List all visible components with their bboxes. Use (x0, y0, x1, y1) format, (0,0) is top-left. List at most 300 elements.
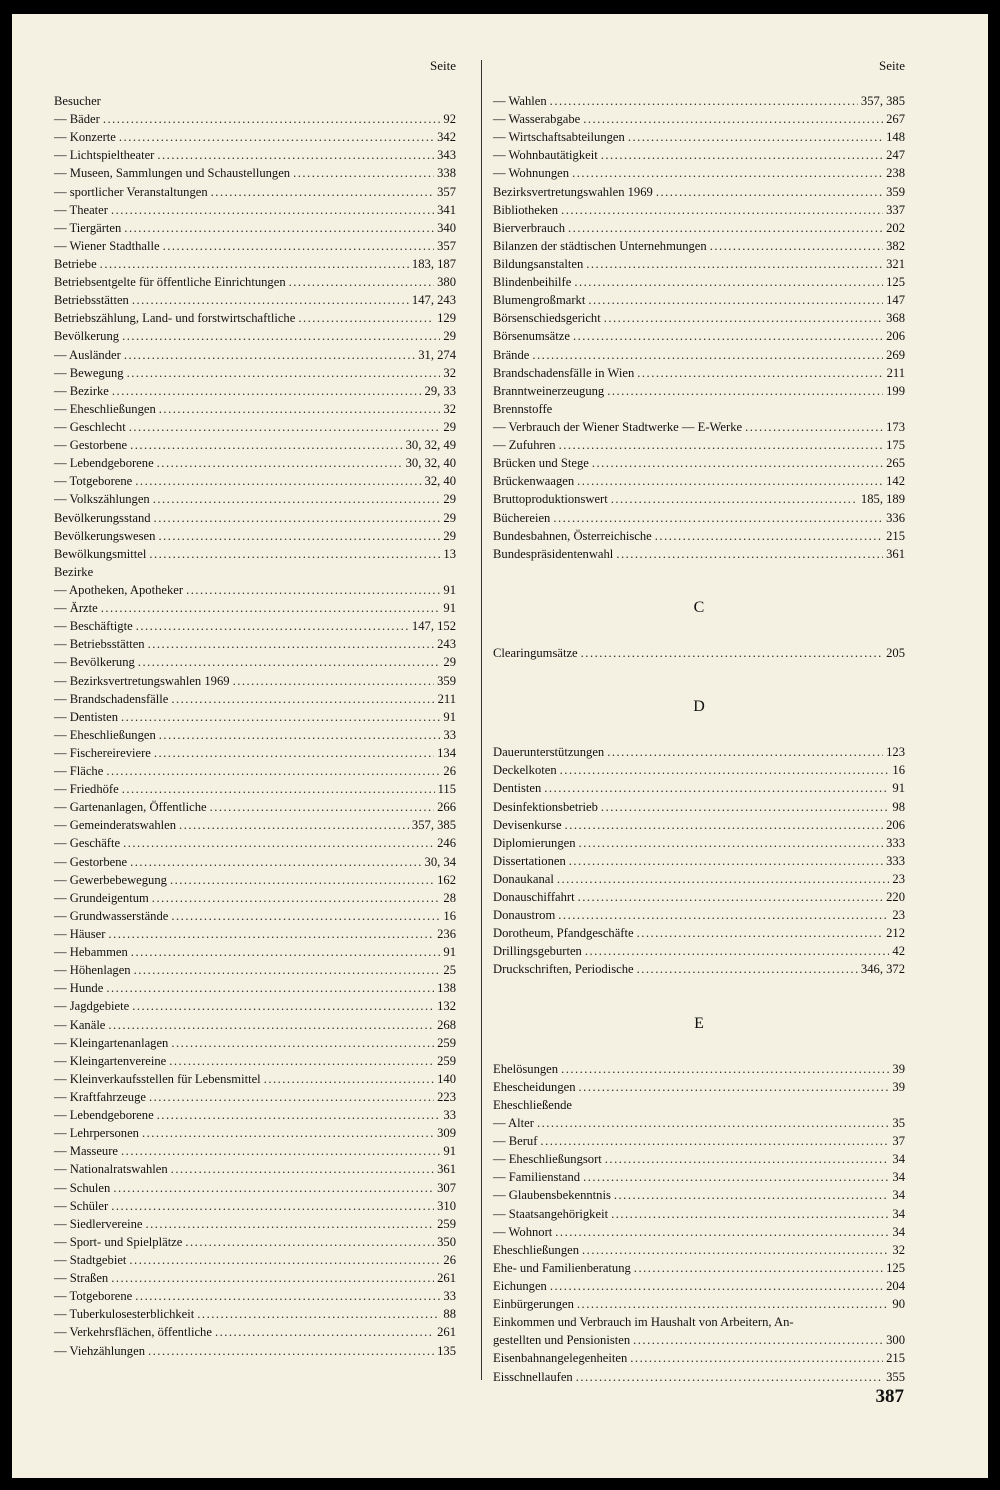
index-term: — Jagdgebiete (54, 999, 130, 1014)
page-reference: 205 (886, 645, 905, 660)
page-reference: 29, 33 (424, 383, 456, 398)
index-entry (493, 1060, 905, 1078)
index-entry (493, 779, 905, 797)
page-reference: 33 (443, 727, 456, 742)
page-reference: 29 (443, 492, 456, 507)
leader-dots (532, 346, 883, 364)
leader-dots (152, 889, 441, 907)
page-reference: 39 (892, 1079, 905, 1094)
index-term: — Eheschließungen (54, 401, 156, 416)
index-entry (54, 418, 456, 436)
leader-dots (565, 816, 884, 834)
index-term: — Beruf (493, 1134, 538, 1149)
leader-dots (145, 1215, 434, 1233)
leader-dots (585, 942, 890, 960)
index-entry (54, 327, 456, 345)
index-term: — Gewerbebewegung (54, 872, 167, 887)
leader-dots (572, 164, 883, 182)
index-entry (493, 761, 905, 779)
index-term: — Wiener Stadthalle (54, 238, 160, 253)
leader-dots (605, 1150, 890, 1168)
page-reference: 357 (437, 184, 456, 199)
index-term: — Schulen (54, 1180, 111, 1195)
leader-dots (577, 472, 883, 490)
leader-dots (130, 436, 403, 454)
leader-dots (601, 798, 889, 816)
page-reference: 247 (886, 148, 905, 163)
index-term: Bierverbrauch (493, 220, 566, 235)
page-reference: 175 (886, 438, 905, 453)
index-term: Clearingumsätze (493, 645, 578, 660)
leader-dots (574, 273, 883, 291)
index-term: — Hebammen (54, 945, 128, 960)
index-entry (493, 1186, 905, 1204)
page-reference: 147, 152 (411, 619, 456, 634)
index-term: — Grundeigentum (54, 890, 149, 905)
index-term: Druckschriften, Periodische (493, 962, 634, 977)
index-term: — Apotheken, Apotheker (54, 582, 184, 597)
index-term: Devisenkurse (493, 817, 562, 832)
page-reference: 34 (892, 1170, 905, 1185)
page-reference: 91 (892, 781, 905, 796)
index-term: Eheschließungen (493, 1242, 580, 1257)
page-reference: 92 (443, 112, 456, 127)
leader-dots (637, 364, 883, 382)
index-entry (54, 617, 456, 635)
leader-dots (560, 761, 890, 779)
page-reference: 148 (886, 130, 905, 145)
index-entry (54, 816, 456, 834)
index-term: — Bezirke (54, 383, 109, 398)
index-term: Blumengroßmarkt (493, 293, 586, 308)
index-term: Bevölkerung (54, 329, 120, 344)
page-reference: 39 (892, 1061, 905, 1076)
leader-dots (592, 454, 883, 472)
index-term: Börsenumsätze (493, 329, 570, 344)
index-term: — Geschäfte (54, 836, 121, 851)
index-term: Börsenschiedsgericht (493, 311, 601, 326)
page-reference: 259 (437, 1053, 456, 1068)
leader-dots (121, 1142, 440, 1160)
index-entry (493, 1132, 905, 1150)
index-term: — Straßen (54, 1271, 109, 1286)
page-reference: 173 (886, 419, 905, 434)
leader-dots (158, 527, 440, 545)
index-entry (493, 798, 905, 816)
index-term: Deckelkoten (493, 763, 557, 778)
leader-dots (576, 1368, 883, 1386)
index-term: — Masseure (54, 1144, 119, 1159)
right-sections (493, 92, 905, 1386)
page-reference: 34 (892, 1206, 905, 1221)
page-reference: 268 (437, 1017, 456, 1032)
index-term: — Geschlecht (54, 419, 126, 434)
index-term: — Sport- und Spielplätze (54, 1234, 183, 1249)
index-entry (54, 1197, 456, 1215)
page-reference: 147 (886, 293, 905, 308)
leader-dots (157, 1106, 441, 1124)
index-term: Ehe- und Familienberatung (493, 1260, 631, 1275)
index-term: Branntweinerzeugung (493, 383, 605, 398)
page-reference: 140 (437, 1071, 456, 1086)
index-term: Betriebsstätten (54, 293, 129, 308)
index-term: Brücken und Stege (493, 456, 589, 471)
leader-dots (121, 708, 440, 726)
leader-dots (616, 545, 883, 563)
leader-dots (159, 400, 441, 418)
leader-dots (129, 1251, 440, 1269)
index-entry (54, 146, 456, 164)
page-reference: 138 (437, 981, 456, 996)
index-term: Bundesbahnen, Österreichische (493, 528, 652, 543)
leader-dots (211, 183, 434, 201)
leader-dots (579, 1078, 890, 1096)
leader-dots (582, 1241, 889, 1259)
page-reference: 246 (437, 836, 456, 851)
right-column (493, 58, 905, 1386)
index-entry (54, 762, 456, 780)
leader-dots (573, 327, 883, 345)
index-entry (493, 1368, 905, 1386)
section-entry-list (493, 92, 905, 563)
index-term: — Glaubensbekenntnis (493, 1188, 611, 1203)
index-entry (54, 1251, 456, 1269)
page-reference: 361 (886, 546, 905, 561)
page-reference: 16 (443, 908, 456, 923)
leader-dots (148, 1342, 434, 1360)
page-reference: 34 (892, 1224, 905, 1239)
page-reference: 269 (886, 347, 905, 362)
index-term: — Museen, Sammlungen und Schaustellungen (54, 166, 291, 181)
index-entry (54, 563, 456, 581)
index-entry (493, 364, 905, 382)
index-entry (493, 1096, 905, 1114)
index-entry (493, 1150, 905, 1168)
index-term: — Höhenlagen (54, 963, 131, 978)
page-reference: 34 (892, 1188, 905, 1203)
page-reference: 23 (892, 871, 905, 886)
index-entry (493, 418, 905, 436)
index-term: Einbürgerungen (493, 1297, 574, 1312)
index-term: Dauerunterstützungen (493, 745, 605, 760)
index-term: Eisschnellaufen (493, 1369, 573, 1384)
page-reference: 147, 243 (411, 293, 456, 308)
index-term: Blindenbeihilfe (493, 275, 572, 290)
index-term: Dissertationen (493, 853, 566, 868)
index-term: — Gemeinderatswahlen (54, 818, 177, 833)
index-term: — Lebendgeborene (54, 456, 154, 471)
index-entry (54, 1305, 456, 1323)
page-reference: 261 (437, 1271, 456, 1286)
leader-dots (210, 798, 435, 816)
leader-dots (171, 690, 434, 708)
index-term: Donauschiffahrt (493, 890, 575, 905)
leader-dots (122, 327, 440, 345)
index-entry (54, 490, 456, 508)
page-reference: 199 (886, 383, 905, 398)
index-term: — Totgeborene (54, 1289, 133, 1304)
index-entry (54, 364, 456, 382)
index-entry (54, 1088, 456, 1106)
page-reference: 355 (886, 1369, 905, 1384)
page-reference: 98 (892, 799, 905, 814)
index-term: Brandschadensfälle in Wien (493, 365, 635, 380)
index-entry (493, 400, 905, 418)
index-entry (493, 92, 905, 110)
index-term: — Kleingartenvereine (54, 1053, 167, 1068)
index-entry (54, 237, 456, 255)
index-term: Eheschließende (493, 1097, 573, 1112)
index-entry (493, 472, 905, 490)
page-reference: 346, 372 (860, 962, 905, 977)
section-entry-list (493, 743, 905, 978)
index-term: Diplomierungen (493, 835, 576, 850)
index-term: — Eheschließungsort (493, 1152, 602, 1167)
index-entry (493, 545, 905, 563)
leader-dots (179, 816, 409, 834)
page-reference: 211 (886, 365, 905, 380)
page-reference: 340 (437, 220, 456, 235)
index-entry (493, 1259, 905, 1277)
index-term: Eichungen (493, 1279, 547, 1294)
leader-dots (604, 309, 883, 327)
index-entry (493, 743, 905, 761)
index-term: — Bezirksvertretungswahlen 1969 (54, 673, 230, 688)
leader-dots (123, 834, 434, 852)
page-reference: 31, 274 (418, 347, 456, 362)
leader-dots (710, 237, 883, 255)
leader-dots (119, 128, 434, 146)
index-entry (54, 400, 456, 418)
leader-dots (163, 237, 435, 255)
index-term: — Zufuhren (493, 438, 556, 453)
index-entry (54, 309, 456, 327)
page-reference: 265 (886, 456, 905, 471)
leader-dots (633, 1331, 883, 1349)
index-term: — Bevölkerung (54, 655, 135, 670)
index-term: Bevölkerungsstand (54, 510, 151, 525)
page-reference: 26 (443, 764, 456, 779)
leader-dots (171, 1034, 434, 1052)
leader-dots (170, 871, 434, 889)
index-term: — Familienstand (493, 1170, 581, 1185)
leader-dots (550, 92, 858, 110)
leader-dots (111, 1269, 434, 1287)
index-term: — Alter (493, 1116, 534, 1131)
index-term: — Staatsangehörigkeit (493, 1206, 609, 1221)
page-reference: 32, 40 (424, 474, 456, 489)
index-entry (493, 327, 905, 345)
index-entry (54, 273, 456, 291)
leader-dots (132, 997, 434, 1015)
index-term: — Wasserabgabe (493, 112, 581, 127)
page-reference: 91 (443, 709, 456, 724)
leader-dots (122, 780, 435, 798)
leader-dots (101, 599, 441, 617)
page-reference: 215 (886, 528, 905, 543)
page-reference: 123 (886, 745, 905, 760)
index-term: Einkommen und Verbrauch im Haushalt von Arbeitern, An- (493, 1315, 794, 1330)
page-reference: 350 (437, 1234, 456, 1249)
index-term: — Wirtschaftsabteilungen (493, 130, 625, 145)
index-entry (493, 454, 905, 472)
index-term: — Hunde (54, 981, 104, 996)
index-entry (54, 744, 456, 762)
leader-dots (614, 1186, 890, 1204)
index-entry (54, 1052, 456, 1070)
index-term: — Verbrauch der Wiener Stadtwerke — E-Werke (493, 419, 743, 434)
index-entry (54, 1034, 456, 1052)
page-reference: 34 (892, 1152, 905, 1167)
index-term: — Viehzählungen (54, 1343, 145, 1358)
page-reference: 30, 32, 49 (405, 438, 456, 453)
page-reference: 336 (886, 510, 905, 525)
page-reference: 29 (443, 655, 456, 670)
index-term: — Fischereireviere (54, 745, 151, 760)
page-reference: 220 (886, 890, 905, 905)
leader-dots (106, 762, 440, 780)
index-entry (493, 309, 905, 327)
index-entry (54, 581, 456, 599)
leader-dots (630, 1349, 883, 1367)
index-entry (493, 346, 905, 364)
leader-dots (581, 644, 883, 662)
index-term: — Schüler (54, 1198, 109, 1213)
page-reference: 125 (886, 275, 905, 290)
index-term: — Bäder (54, 112, 100, 127)
leader-dots (544, 779, 889, 797)
index-entry (493, 942, 905, 960)
page-reference: 321 (886, 256, 905, 271)
page-reference: 30, 32, 40 (405, 456, 456, 471)
index-entry (54, 201, 456, 219)
index-entry (493, 888, 905, 906)
index-term: Brennstoffe (493, 401, 553, 416)
index-entry (54, 1160, 456, 1178)
index-term: Betriebsentgelte für öffentliche Einrichtungen (54, 275, 286, 290)
index-entry (54, 436, 456, 454)
index-entry (54, 653, 456, 671)
index-entry (54, 454, 456, 472)
page-reference: 368 (886, 311, 905, 326)
page-reference: 211 (437, 691, 456, 706)
page-reference: 23 (892, 908, 905, 923)
index-term: — Verkehrsflächen, öffentliche (54, 1325, 212, 1340)
section-letter-heading: C (693, 598, 705, 616)
index-term: — Häuser (54, 927, 106, 942)
index-entry (493, 960, 905, 978)
index-term: — Totgeborene (54, 474, 133, 489)
leader-dots (135, 472, 421, 490)
page-reference: 132 (437, 999, 456, 1014)
leader-dots (233, 672, 435, 690)
page-reference: 243 (437, 637, 456, 652)
page-reference: 32 (892, 1242, 905, 1257)
leader-dots (586, 255, 883, 273)
leader-dots (289, 273, 434, 291)
index-entry (493, 1295, 905, 1313)
leader-dots (111, 201, 434, 219)
page-reference: 310 (437, 1198, 456, 1213)
index-entry (493, 1114, 905, 1132)
leader-dots (637, 960, 858, 978)
index-entry (54, 1323, 456, 1341)
page-reference: 309 (437, 1126, 456, 1141)
section-entry-list (493, 1060, 905, 1386)
index-entry (54, 672, 456, 690)
page-reference: 26 (443, 1253, 456, 1267)
leader-dots (264, 1070, 434, 1088)
index-entry (493, 436, 905, 454)
page-reference: 382 (886, 238, 905, 253)
page-reference: 33 (443, 1289, 456, 1304)
page-reference: 357 (437, 238, 456, 253)
index-entry (54, 943, 456, 961)
index-term: Desinfektionsbetrieb (493, 799, 598, 814)
index-entry (493, 906, 905, 924)
index-entry (493, 1168, 905, 1186)
index-term: — Beschäftigte (54, 619, 133, 634)
index-entry (54, 110, 456, 128)
left-entry-list (54, 92, 456, 1360)
index-term: Drillingsgeburten (493, 944, 582, 959)
index-entry (54, 128, 456, 146)
index-entry (54, 1269, 456, 1287)
page-reference: 91 (443, 582, 456, 597)
index-entry (54, 255, 456, 273)
leader-dots (197, 1305, 440, 1323)
index-term: — Tuberkulosesterblichkeit (54, 1307, 195, 1322)
index-entry (54, 1142, 456, 1160)
index-term: — Betriebsstätten (54, 637, 145, 652)
index-term: — Eheschließungen (54, 727, 156, 742)
index-term: — Lebendgeborene (54, 1108, 154, 1123)
index-entry (493, 273, 905, 291)
page-reference: 337 (886, 202, 905, 217)
index-entry (54, 599, 456, 617)
index-term: Büchereien (493, 510, 551, 525)
leader-dots (185, 1233, 434, 1251)
page-reference: 90 (892, 1297, 905, 1312)
index-term: Ehelösungen (493, 1061, 559, 1076)
index-term: — Gestorbene (54, 854, 128, 869)
index-entry (54, 164, 456, 182)
page-reference: 359 (437, 673, 456, 688)
page-reference: 202 (886, 220, 905, 235)
index-entry (493, 183, 905, 201)
index-term: — Grundwasserstände (54, 908, 169, 923)
index-entry (493, 527, 905, 545)
page-reference: 142 (886, 474, 905, 489)
page-reference: 16 (892, 763, 905, 778)
index-entry (54, 1106, 456, 1124)
leader-dots (100, 255, 409, 273)
index-term: — Bewegung (54, 365, 124, 380)
leader-dots (558, 906, 889, 924)
page-reference: 212 (886, 926, 905, 941)
left-column-header: Seite (430, 58, 456, 73)
index-term: — Kleingartenanlagen (54, 1035, 169, 1050)
index-term: — Kanäle (54, 1017, 106, 1032)
index-term: Besucher (54, 94, 101, 108)
leader-dots (135, 1287, 440, 1305)
index-entry (54, 925, 456, 943)
page-reference: 307 (437, 1180, 456, 1195)
leader-dots (634, 1259, 883, 1277)
index-term: — Kleinverkaufsstellen für Lebensmittel (54, 1071, 261, 1086)
section-entry-list (493, 644, 905, 662)
index-term: — Lehrpersonen (54, 1126, 139, 1141)
